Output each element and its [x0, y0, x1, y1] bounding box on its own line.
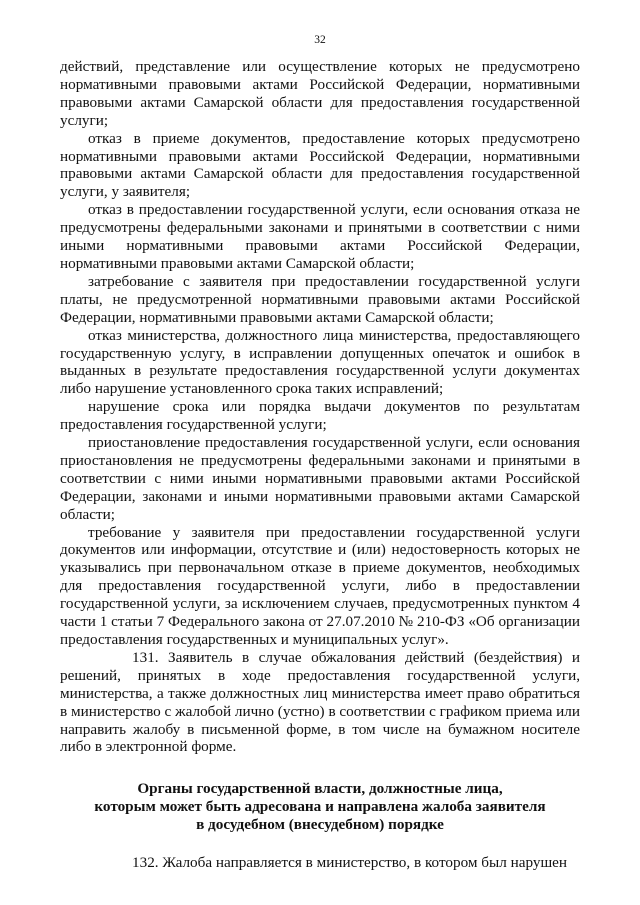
paragraph-suspension: приостановление предоставления государственной услуги, если основания приостановления не предусмотрены федеральными законами и принятыми в соответствии с ними иными нормативными правовыми актами Российской Федерации, законами и иными нормативными правовыми актами Самарской области;	[60, 434, 580, 523]
page-number: 32	[314, 34, 326, 46]
paragraph-refusal-acceptance: отказ в приеме документов, предоставление которых предусмотрено нормативными правовыми актами Российской Федерации, нормативными правовыми актами Самарской области для предоставления государственной услуги, у заявителя;	[60, 129, 580, 201]
heading-line-1: Органы государственной власти, должностные лица,	[137, 780, 503, 798]
heading-line-2: которым может быть адресована и направлена жалоба заявителя	[94, 798, 546, 816]
paragraph-refusal-provision: отказ в предоставлении государственной услуги, если основания отказа не предусмотрены федеральными законами и принятыми в соответствии с ними иными нормативными правовыми актами Российской Федерации, нормативными правовыми актами Самарской области;	[60, 201, 580, 272]
paragraph-continuation: действий, представление или осуществление которых не предусмотрено нормативными правовыми актами Российской Федерации, нормативными правовыми актами Самарской области для предоставления государственной услуги;	[60, 58, 580, 129]
paragraph-132: 132. Жалоба направляется в министерство, в котором был нарушен	[132, 854, 568, 872]
paragraph-correction-refusal: отказ министерства, должностного лица министерства, предоставляющего государственную услугу, в исправлении допущенных опечаток и ошибок в выданных в результате предоставления государственной услуги документах либо нарушение установленного срока таких исправлений;	[60, 326, 580, 398]
paragraph-131: 131. Заявитель в случае обжалования действий (бездействия) и решений, принятых в ходе предоставления государственной услуги, министерства, а также должностных лиц министерства имеет право обратиться в министерство с жалобой лично (устно) в соответствии с графиком приема или направить жалобу в письменной форме, в том числе на бумажном носителе либо в электронной форме.	[60, 648, 580, 756]
paragraph-document-requirement: требование у заявителя при предоставлении государственной услуги документов или информации, отсутствие и (или) недостоверность которых не указывались при первоначальном отказе в приеме документов, необходимых для предоставления государственной услуги, либо в предоставлении государственной услуги, за исключением случаев, предусмотренных пунктом 4 части 1 статьи 7 Федерального закона от 27.07.2010 № 210-ФЗ «Об организации предоставления государственных и муниципальных услуг».	[60, 523, 580, 648]
document-body	[60, 58, 580, 872]
paragraph-deadline-violation: нарушение срока или порядка выдачи документов по результатам предоставления государственной услуги;	[60, 398, 580, 434]
paragraph-fee-demand: затребование с заявителя при предоставлении государственной услуги платы, не предусмотренной нормативными правовыми актами Российской Федерации, нормативными правовыми актами Самарской области;	[60, 272, 580, 326]
section-heading	[60, 780, 580, 834]
heading-line-3: в досудебном (внесудебном) порядке	[196, 816, 444, 834]
